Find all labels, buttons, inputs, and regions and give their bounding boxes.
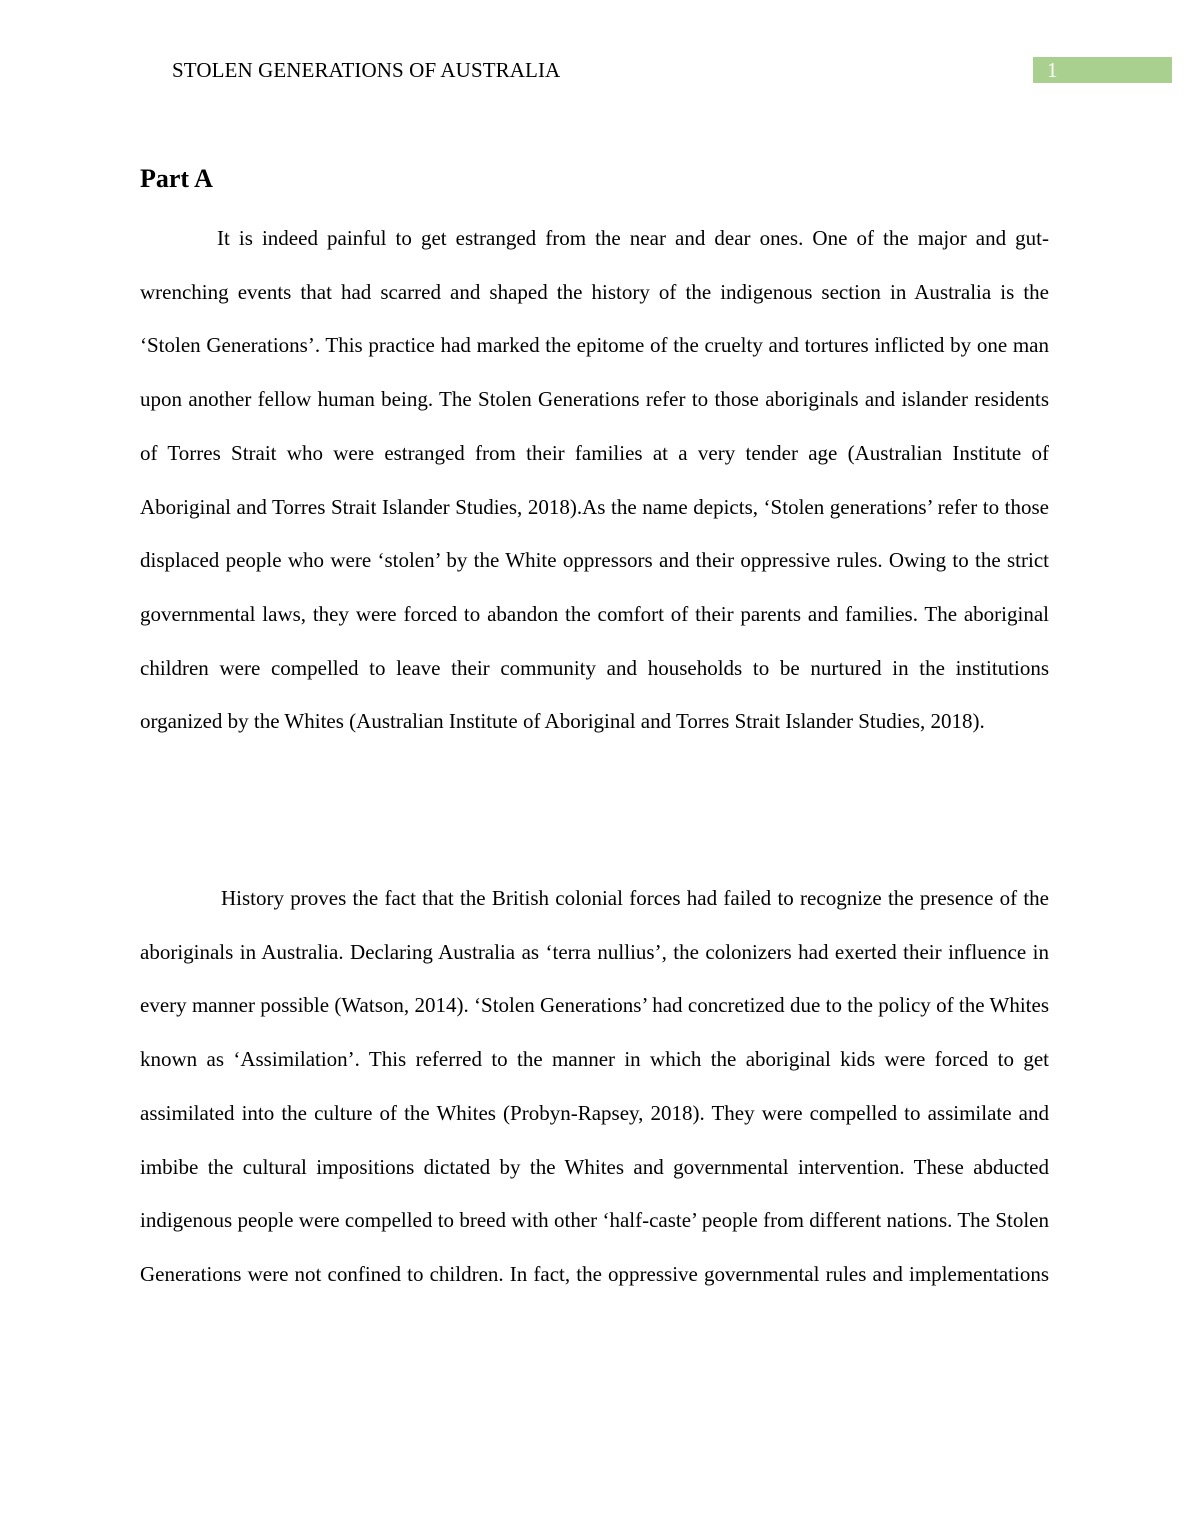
- page-number: 1: [1047, 58, 1058, 82]
- page-number-box: [1033, 57, 1172, 83]
- section-heading: Part A: [140, 164, 213, 193]
- body-paragraph-1: It is indeed painful to get estranged from the near and dear ones. One of the major and gut-wrenching events that had scarred and shaped the history of the indigenous section in Australia is the ‘Stolen Generations’. This practice had marked the epitome of the cruelty and tortures inflicted by one man upon another fellow human being. The Stolen Generations refer to those aboriginals and islander residents of Torres Strait who were estranged from their families at a very tender age (Australian Institute of Aboriginal and Torres Strait Islander Studies, 2018).As the name depicts, ‘Stolen generations’ refer to those displaced people who were ‘stolen’ by the White oppressors and their oppressive rules. Owing to the strict governmental laws, they were forced to abandon the comfort of their parents and families. The aboriginal children were compelled to leave their community and households to be nurtured in the institutions organized by the Whites (Australian Institute of Aboriginal and Torres Strait Islander Studies, 2018).: [140, 226, 1049, 734]
- running-head: STOLEN GENERATIONS OF AUSTRALIA: [172, 58, 561, 82]
- body-paragraph-2: History proves the fact that the British colonial forces had failed to recognize the presence of the aboriginals in Australia. Declaring Australia as ‘terra nullius’, the colonizers had exerted their influence in every manner possible (Watson, 2014). ‘Stolen Generations’ had concretized due to the policy of the Whites known as ‘Assimilation’. This referred to the manner in which the aboriginal kids were forced to get assimilated into the culture of the Whites (Probyn-Rapsey, 2018). They were compelled to assimilate and imbibe the cultural impositions dictated by the Whites and governmental intervention. These abducted indigenous people were compelled to breed with other ‘half-caste’ people from different nations. The Stolen Generations were not confined to children. In fact, the oppressive governmental rules and implementations: [140, 886, 1049, 1286]
